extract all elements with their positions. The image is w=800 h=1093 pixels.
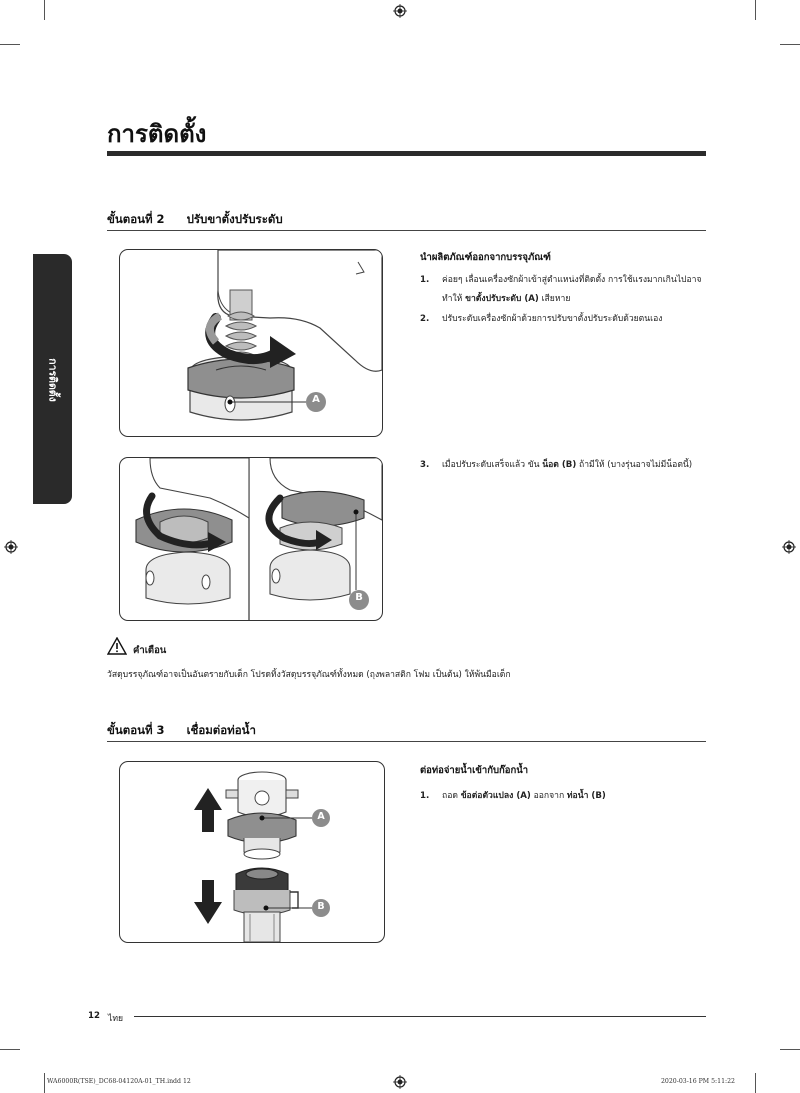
- step-number: 1.: [420, 275, 430, 285]
- step-text-bold: ท่อน้ำ (B): [566, 791, 606, 801]
- registration-mark-icon: [393, 1075, 407, 1089]
- section3-title: เชื่อมต่อท่อน้ำ: [186, 723, 256, 737]
- crop-mark: [755, 1073, 756, 1093]
- footer-rule: [134, 1016, 706, 1017]
- leveling-foot-illustration: [120, 250, 382, 436]
- hose-adapter-figure: [119, 761, 385, 943]
- page-number: 12: [88, 1011, 100, 1021]
- step-text-bold: น็อต (B): [542, 460, 577, 470]
- section2-heading: [107, 211, 283, 229]
- section3-heading: [107, 722, 256, 740]
- step-number: 2.: [420, 314, 430, 324]
- section2-step-3: [420, 456, 710, 476]
- step-text-bold: ข้อต่อตัวแปลง (A): [460, 791, 531, 801]
- step-number: 1.: [420, 791, 430, 801]
- step-text: เมื่อปรับระดับเสร็จแล้ว ขัน: [442, 460, 540, 470]
- section2-title: ปรับขาตั้งปรับระดับ: [186, 212, 283, 226]
- side-tab-label: การติดตั้ง: [46, 358, 58, 402]
- side-tab: [33, 254, 72, 504]
- step-text: ปรับระดับเครื่องซักผ้าด้วยการปรับขาตั้งปรับระดับด้วยตนเอง: [442, 314, 663, 324]
- section3-step-1: [420, 787, 710, 807]
- crop-mark: [780, 1049, 800, 1050]
- warning-icon: [107, 637, 127, 655]
- crop-mark: [755, 0, 756, 20]
- step-text-line1: ค่อยๆ เลื่อนเครื่องซักผ้าเข้าสู่ตำแหน่งที่ติดตั้ง การใช้แรงมากเกินไปอาจ: [442, 275, 702, 285]
- leveling-foot-figure: [119, 249, 383, 437]
- section2-step-1: [420, 271, 710, 311]
- crop-mark: [0, 44, 20, 45]
- title-rule: [107, 151, 706, 156]
- step-text: เสียหาย: [541, 294, 571, 304]
- section2-step-label: ขั้นตอนที่ 2: [107, 212, 165, 226]
- registration-mark-icon: [393, 4, 407, 18]
- section3-rule: [107, 741, 706, 742]
- section2-step-2: [420, 310, 710, 330]
- section3-subheading: ต่อท่อจ่ายน้ำเข้ากับก๊อกน้ำ: [420, 765, 529, 776]
- warning-text: วัสดุบรรจุภัณฑ์อาจเป็นอันตรายกับเด็ก โปรดทิ้งวัสดุบรรจุภัณฑ์ทั้งหมด (ถุงพลาสติก โฟม เป็นต้น) ให้พ้นมือเด็ก: [107, 670, 511, 680]
- file-timestamp: 2020-03-16 PM 5:11:22: [661, 1078, 735, 1085]
- section3-step-label: ขั้นตอนที่ 3: [107, 723, 165, 737]
- step-text: ถ้ามีให้ (บางรุ่นอาจไม่มีน็อตนี้): [579, 460, 693, 470]
- hose-adapter-illustration: [120, 762, 384, 942]
- crop-mark: [44, 0, 45, 20]
- step-text: ออกจาก: [533, 791, 565, 801]
- section2-subheading: นำผลิตภัณฑ์ออกจากบรรจุภัณฑ์: [420, 252, 551, 263]
- step-text: ทำให้: [442, 294, 463, 304]
- registration-mark-icon: [782, 540, 796, 554]
- footer-language: ไทย: [108, 1014, 124, 1024]
- figure-label-b: B: [317, 901, 325, 912]
- warning-title: คำเตือน: [133, 645, 167, 656]
- registration-mark-icon: [4, 540, 18, 554]
- crop-mark: [780, 44, 800, 45]
- figure-label-b: B: [355, 592, 363, 603]
- file-slug: WA6000R(TSE)_DC68-04120A-01_TH.indd 12: [47, 1078, 191, 1085]
- step-text-bold: ขาตั้งปรับระดับ (A): [465, 294, 539, 304]
- lock-nut-figure: [119, 457, 383, 621]
- lock-nut-illustration: [120, 458, 382, 620]
- section2-rule: [107, 230, 706, 231]
- step-text: ถอด: [442, 791, 458, 801]
- figure-label-a: A: [317, 811, 325, 822]
- crop-mark: [0, 1049, 20, 1050]
- figure-label-a: A: [312, 394, 320, 405]
- crop-mark: [44, 1073, 45, 1093]
- step-number: 3.: [420, 460, 430, 470]
- page-title: การติดตั้ง: [107, 120, 207, 148]
